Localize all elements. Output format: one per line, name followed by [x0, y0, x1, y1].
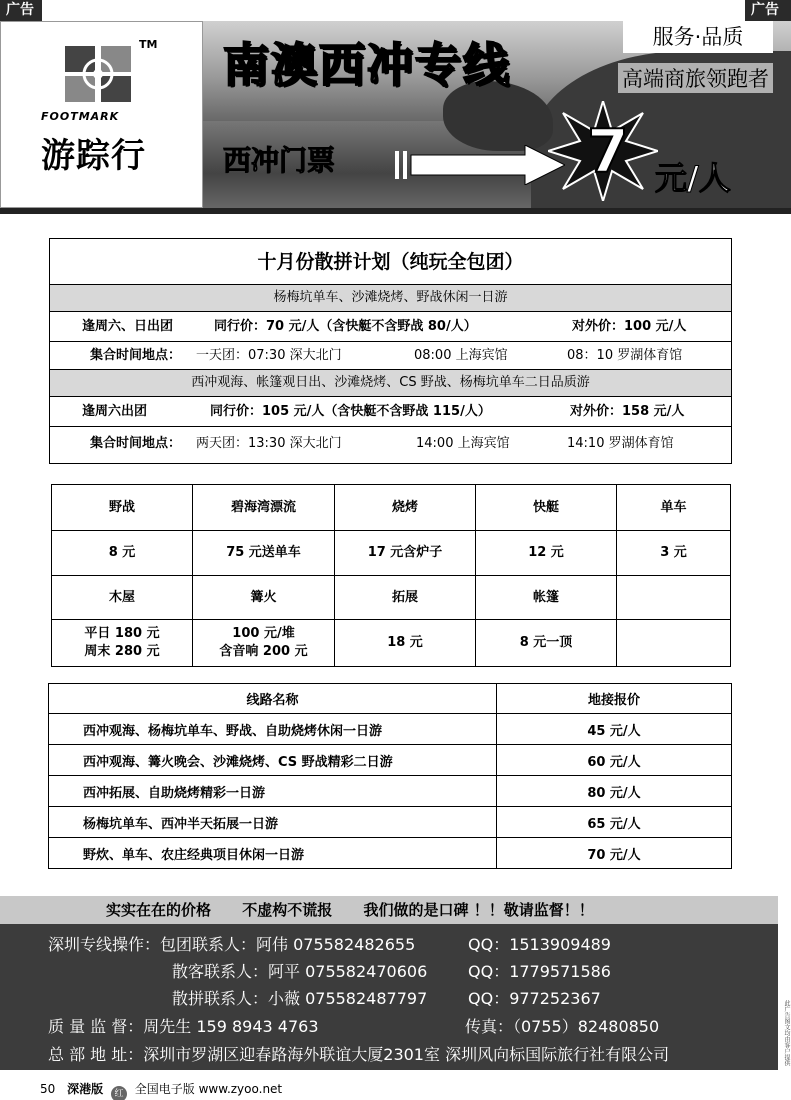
plan-title: 十月份散拼计划（纯玩全包团） — [50, 239, 731, 285]
route1-peer-price: 同行价：70 元/人（含快艇不含野战 80/人） — [214, 319, 477, 334]
route2-schedule: 逢周六出团 — [82, 404, 148, 419]
price-number: 7 — [587, 117, 629, 187]
route1-meet-3: 08：10 罗湖体育馆 — [567, 348, 683, 363]
ad-tag-right: 广告 — [745, 0, 791, 21]
side-note: 此广告图文均由客户提供 — [783, 1000, 790, 1066]
route-name: 西冲观海、杨梅坑单车、野战、自助烧烤休闲一日游 — [49, 714, 497, 745]
activity-name: 篝火 — [193, 576, 335, 620]
activity-name: 快艇 — [476, 485, 617, 531]
ticket-label: 西冲门票 — [223, 144, 336, 177]
route-name: 野炊、单车、农庄经典项目休闲一日游 — [49, 838, 497, 869]
page-number: 50 — [40, 1082, 56, 1096]
slogan: 高端商旅领跑者 — [618, 63, 773, 93]
header — [0, 0, 791, 213]
activity-price: 8 元 — [52, 531, 193, 576]
contact-fax: 传真：（0755）82480850 — [465, 1017, 660, 1036]
activity-price: 18 元 — [335, 620, 476, 667]
activity-name: 烧烤 — [335, 485, 476, 531]
contact-quality: 质 量 监 督：周先生 159 8943 4763 — [48, 1017, 319, 1036]
route-name: 西冲观海、篝火晚会、沙滩烧烤、CS 野战精彩二日游 — [49, 745, 497, 776]
routes-header-price: 地接报价 — [497, 684, 732, 714]
contact-group: 散拼联系人：小薇 075582487797 — [172, 989, 428, 1008]
activity-name: 野战 — [52, 485, 193, 531]
route2-meet — [50, 427, 731, 463]
route1-public-price: 对外价：100 元/人 — [572, 319, 687, 334]
activity-price: 平日 180 元 周末 280 元 — [52, 620, 193, 667]
activity-price: 3 元 — [617, 531, 731, 576]
service-badge: 服务·品质 — [623, 21, 773, 53]
route1-schedule: 逢周六、日出团 — [82, 319, 174, 334]
banner — [203, 21, 791, 208]
activity-price: 12 元 — [476, 531, 617, 576]
motto-3: 我们做的是口碑 ！！敬请监督！！ — [363, 901, 594, 919]
activity-price: 75 元送单车 — [193, 531, 335, 576]
activity-price — [617, 620, 731, 667]
route1-name: 杨梅坑单车、沙滩烧烤、野战休闲一日游 — [50, 285, 731, 312]
motto-1: 实实在在的价格 — [106, 901, 212, 919]
contact-operation: 深圳专线操作：包团联系人：阿伟 075582482655 — [48, 935, 416, 954]
plan-table — [49, 238, 732, 464]
routes-table — [48, 683, 732, 869]
activity-price: 17 元含炉子 — [335, 531, 476, 576]
banner-title: 南澳西冲专线 — [223, 38, 511, 92]
contact-operation-qq: QQ：1513909489 — [468, 935, 611, 954]
logo — [0, 21, 203, 208]
route-name: 西冲拓展、自助烧烤精彩一日游 — [49, 776, 497, 807]
route-price: 45 元/人 — [497, 714, 732, 745]
contact-retail-qq: QQ：1779571586 — [468, 962, 611, 981]
route1-meet-1: 一天团：07:30 深大北门 — [196, 348, 342, 363]
route2-peer-price: 同行价：105 元/人（含快艇不含野战 115/人） — [210, 404, 491, 419]
logo-chinese: 游踪行 — [41, 136, 146, 176]
ad-tag-left: 广告 — [0, 0, 42, 21]
page-footer — [40, 1080, 282, 1100]
contact-group-qq: QQ：977252367 — [468, 989, 601, 1008]
motto-bar — [0, 896, 778, 924]
edition-badge-icon: 红 — [111, 1086, 127, 1100]
route1-meet-2: 08:00 上海宾馆 — [414, 348, 508, 363]
footmark-logo-icon — [63, 44, 133, 104]
table-row — [49, 776, 732, 807]
route1-info — [50, 312, 731, 342]
route-price: 65 元/人 — [497, 807, 732, 838]
arrow-right-icon — [395, 145, 565, 185]
route2-meet-2: 14:00 上海宾馆 — [416, 436, 510, 451]
table-row — [49, 807, 732, 838]
price-unit: 元/人 — [655, 159, 731, 197]
activity-name: 帐篷 — [476, 576, 617, 620]
route-price: 80 元/人 — [497, 776, 732, 807]
activity-name — [617, 576, 731, 620]
route2-public-price: 对外价：158 元/人 — [570, 404, 685, 419]
activity-name: 拓展 — [335, 576, 476, 620]
contact-panel — [0, 924, 778, 1070]
routes-header-name: 线路名称 — [49, 684, 497, 714]
divider — [0, 208, 791, 214]
activity-name: 碧海湾漂流 — [193, 485, 335, 531]
route2-name: 西冲观海、帐篷观日出、沙滩烧烤、CS 野战、杨梅坑单车二日品质游 — [50, 370, 731, 397]
route1-meet-label: 集合时间地点： — [90, 348, 182, 363]
route2-meet-label: 集合时间地点： — [90, 436, 182, 451]
table-row — [49, 714, 732, 745]
table-row — [49, 745, 732, 776]
route-price: 60 元/人 — [497, 745, 732, 776]
activities-table — [51, 484, 731, 667]
activity-name: 木屋 — [52, 576, 193, 620]
activity-name: 单车 — [617, 485, 731, 531]
activity-price: 100 元/堆 含音响 200 元 — [193, 620, 335, 667]
route2-meet-1: 两天团：13:30 深大北门 — [196, 436, 342, 451]
contact-retail: 散客联系人：阿平 075582470606 — [172, 962, 428, 981]
trademark: TM — [139, 38, 158, 51]
edition: 深港版 — [67, 1082, 104, 1096]
table-row — [49, 838, 732, 869]
route-price: 70 元/人 — [497, 838, 732, 869]
site-link[interactable]: 全国电子版 www.zyoo.net — [134, 1082, 283, 1096]
route2-info — [50, 397, 731, 427]
route1-meet — [50, 342, 731, 370]
logo-english: FOOTMARK — [41, 110, 120, 123]
route-name: 杨梅坑单车、西冲半天拓展一日游 — [49, 807, 497, 838]
motto-2: 不虚构不谎报 — [242, 901, 333, 919]
contact-hq: 总 部 地 址：深圳市罗湖区迎春路海外联谊大厦2301室 深圳风向标国际旅行社有限公司 — [48, 1045, 670, 1064]
activity-price: 8 元一顶 — [476, 620, 617, 667]
route2-meet-3: 14:10 罗湖体育馆 — [567, 436, 674, 451]
